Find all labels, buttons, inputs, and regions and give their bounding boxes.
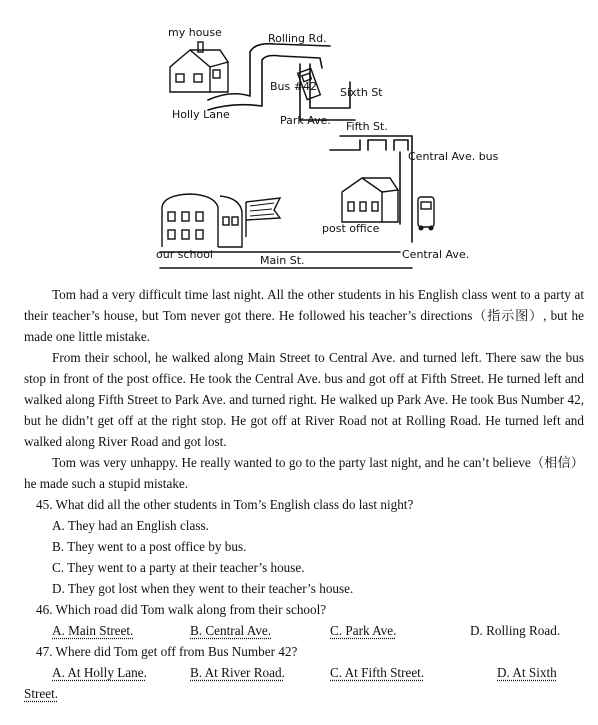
question-45-option-a: A. They had an English class. [52,518,209,533]
label-main-st: Main St. [260,254,305,267]
label-central-ave-bus: Central Ave. bus [408,150,499,163]
label-sixth-st: Sixth St [340,86,383,99]
label-our-school: our school [156,248,213,261]
label-rolling-rd: Rolling Rd. [268,32,327,45]
directions-map [150,12,499,280]
question-46-option-c: C. Park Ave. [330,623,397,638]
question-45-option-b: B. They went to a post office by bus. [52,539,247,554]
question-47-option-c: C. At Fifth Street. [330,665,425,680]
question-47-option-b: B. At River Road. [190,665,285,680]
question-46-stem: 46. Which road did Tom walk along from their school? [36,602,327,617]
label-central-ave: Central Ave. [402,248,470,261]
question-45-option-d: D. They got lost when they went to their teacher’s house. [52,581,354,596]
question-45-stem: 45. What did all the other students in Tom’s English class do last night? [36,497,414,512]
question-46-option-d: D. Rolling Road. [470,623,561,638]
passage-paragraph-3: Tom was very unhappy. He really wanted to go to the party last night, and he can’t believe（相信）he made such a stupid mistake. [24,455,584,491]
label-park-ave: Park Ave. [280,114,331,127]
question-47-option-a: A. At Holly Lane. [52,665,147,680]
label-holly-lane: Holly Lane [172,108,230,121]
question-47-option-d: D. At Sixth [497,665,557,680]
passage [24,284,584,494]
passage-paragraph-2: From their school, he walked along Main Street to Central Ave. and turned left. There saw the bus stop in front of the post office. He took the Central Ave. bus and got off at Fifth Street. He turned left and walked along Fifth Street to Park Ave. and turned right. He walked up Park Ave. He took Bus Number 42, but he didn’t get off at the right stop. He got off at River Road not at Rolling Road. He turned left and walked along River Road and got lost. [24,350,584,449]
question-46-option-a: A. Main Street. [52,623,134,638]
passage-paragraph-1: Tom had a very difficult time last night. All the other students in his English class went to a party at their teacher’s house, but Tom never got there. He followed his teacher’s directions（指示图）, but he made one little mistake. [24,287,584,344]
question-47-stem: 47. Where did Tom get off from Bus Number 42? [36,644,298,659]
question-45-option-c: C. They went to a party at their teacher’s house. [52,560,305,575]
label-bus42: Bus #42 [270,80,317,93]
label-fifth-st: Fifth St. [346,120,388,133]
question-47-option-d-continued: Street. [24,686,59,701]
label-my-house: my house [168,26,222,39]
question-46-option-b: B. Central Ave. [190,623,272,638]
label-post-office: post office [322,222,380,235]
